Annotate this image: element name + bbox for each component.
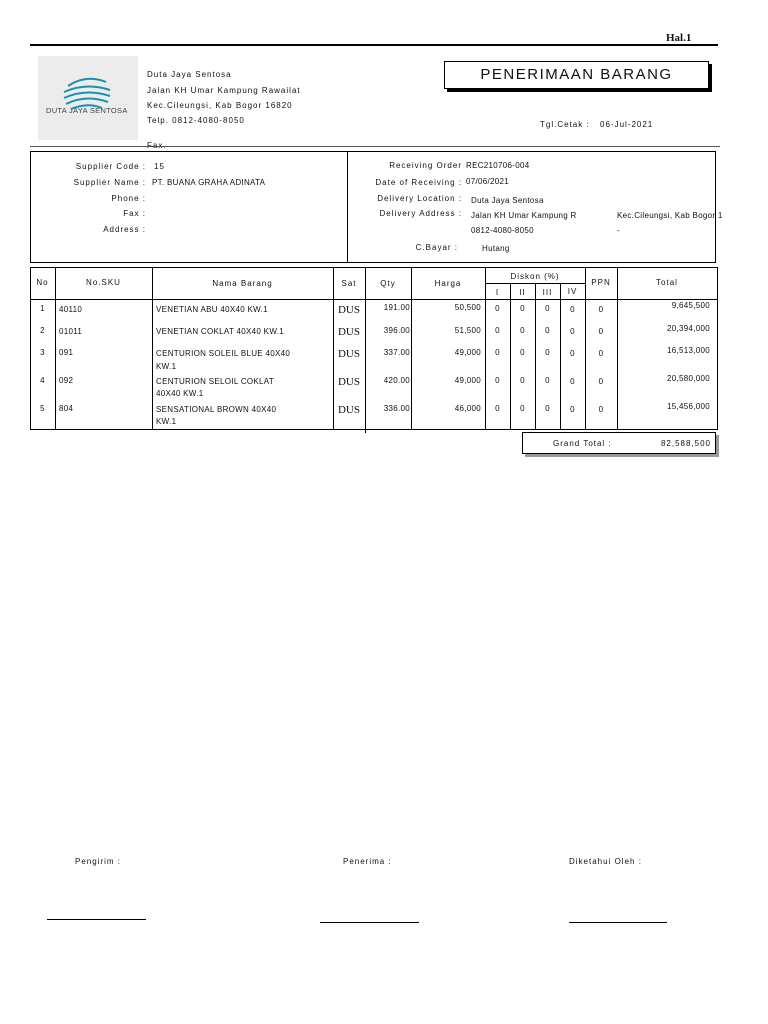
col-header-d2: II [519, 288, 526, 297]
row-name-line1: CENTURION SELOIL COKLAT [156, 377, 275, 386]
row-sku: 40110 [59, 305, 83, 314]
supplier-fax-label: Fax : [123, 209, 146, 218]
grand-total-box [522, 432, 716, 454]
row-disc-3: 0 [545, 376, 550, 385]
delivery-location: Duta Jaya Sentosa [471, 196, 544, 205]
row-name-line1: SENSATIONAL BROWN 40X40 [156, 405, 277, 414]
col-header-d4: IV [567, 287, 578, 296]
delivery-address-dash: - [617, 226, 620, 235]
row-sku: 092 [59, 376, 74, 385]
row-qty: 420.00 [383, 376, 410, 385]
signature-line-receiver [320, 922, 419, 923]
header-divider [30, 146, 720, 147]
company-name: Duta Jaya Sentosa [147, 70, 232, 79]
row-total: 16,513,000 [666, 346, 710, 355]
row-price: 46,000 [454, 404, 481, 413]
row-disc-3: 0 [545, 348, 550, 357]
page-number: Hal.1 [666, 32, 692, 44]
supplier-code-label: Supplier Code : [75, 162, 146, 171]
row-disc-2: 0 [520, 326, 525, 335]
row-qty: 337.00 [383, 348, 410, 357]
document-title: PENERIMAAN BARANG [444, 61, 709, 89]
delivery-location-label: Delivery Location : [377, 194, 462, 203]
row-name-line2: 40X40 KW.1 [156, 389, 204, 398]
row-disc-3: 0 [545, 404, 550, 413]
delivery-address-1: Jalan KH Umar Kampung R [471, 211, 577, 220]
row-name-line2: KW.1 [156, 362, 177, 371]
table-row [30, 343, 718, 371]
signature-receiver-label: Penerima : [343, 857, 392, 866]
print-date: 06-Jul-2021 [600, 120, 654, 129]
row-disc-3: 0 [545, 304, 550, 313]
col-header-harga: Harga [434, 279, 462, 288]
row-disc-2: 0 [520, 376, 525, 385]
delivery-address-label: Delivery Address : [379, 209, 462, 218]
row-no: 2 [40, 326, 45, 335]
row-total: 20,394,000 [666, 324, 710, 333]
row-no: 4 [40, 376, 45, 385]
table-row [30, 371, 718, 399]
print-date-label: Tgl.Cetak : [540, 120, 590, 129]
row-sku: 804 [59, 404, 74, 413]
row-ppn: 0 [598, 405, 604, 414]
logo-text: DUTA JAYA SENTOSA [46, 106, 128, 115]
row-unit: DUS [337, 326, 360, 338]
row-disc-4: 0 [570, 327, 575, 336]
receiving-order-label: Receiving Order [389, 161, 462, 170]
row-total: 9,645,500 [671, 301, 710, 310]
row-no: 1 [40, 304, 45, 313]
row-no: 5 [40, 404, 45, 413]
row-disc-1: 0 [495, 348, 500, 357]
row-unit: DUS [337, 376, 360, 388]
row-price: 50,500 [454, 303, 481, 312]
col-header-total: Total [656, 278, 678, 287]
globe-icon [38, 56, 138, 140]
row-disc-4: 0 [570, 405, 575, 414]
row-name-line1: VENETIAN COKLAT 40X40 KW.1 [156, 327, 284, 336]
row-disc-1: 0 [495, 404, 500, 413]
row-unit: DUS [337, 304, 360, 316]
col-header-sat: Sat [341, 279, 357, 288]
row-no: 3 [40, 348, 45, 357]
col-header-d3: III [542, 288, 553, 297]
payment-method: Hutang [482, 244, 510, 253]
row-disc-1: 0 [495, 376, 500, 385]
row-name-line2: KW.1 [156, 417, 177, 426]
col-header-no: No [36, 278, 49, 287]
receiving-order: REC210706-004 [466, 161, 530, 170]
supplier-name-label: Supplier Name : [73, 178, 146, 187]
row-disc-1: 0 [495, 326, 500, 335]
row-qty: 396.00 [383, 326, 410, 335]
company-logo [38, 56, 138, 140]
col-header-qty: Qty [380, 279, 396, 288]
col-header-ppn: PPN [591, 278, 611, 287]
row-ppn: 0 [598, 305, 604, 314]
row-disc-3: 0 [545, 326, 550, 335]
company-address-1: Jalan KH Umar Kampung Rawailat [147, 86, 301, 95]
delivery-address-2: Kec.Cileungsi, Kab Bogor 1 [617, 211, 723, 220]
row-qty: 336.00 [383, 404, 410, 413]
row-unit: DUS [337, 348, 360, 360]
supplier-phone-label: Phone : [111, 194, 146, 203]
col-header-name: Nama Barang [212, 279, 273, 288]
row-price: 49,000 [454, 376, 481, 385]
supplier-code: 15 [154, 162, 165, 171]
row-disc-4: 0 [570, 377, 575, 386]
row-total: 15,456,000 [666, 402, 710, 411]
row-sku: 01011 [59, 327, 83, 336]
row-price: 49,000 [454, 348, 481, 357]
row-disc-4: 0 [570, 305, 575, 314]
supplier-name: PT. BUANA GRAHA ADINATA [152, 178, 266, 187]
grand-total-label: Grand Total : [553, 439, 612, 448]
receiving-date: 07/06/2021 [466, 177, 510, 186]
delivery-address-phone: 0812-4080-8050 [471, 226, 534, 235]
table-row [30, 399, 718, 427]
row-total: 20,580,000 [666, 374, 710, 383]
supplier-address-label: Address : [103, 225, 146, 234]
company-address-2: Kec.Cileungsi, Kab Bogor 16820 [147, 101, 293, 110]
items-table [30, 267, 718, 430]
payment-label: C.Bayar : [415, 243, 458, 252]
company-phone: Telp. 0812-4080-8050 [147, 116, 245, 125]
info-box-divider [347, 151, 348, 263]
row-name-line1: VENETIAN ABU 40X40 KW.1 [156, 305, 268, 314]
row-price: 51,500 [454, 326, 481, 335]
row-disc-2: 0 [520, 304, 525, 313]
top-rule [30, 44, 718, 46]
row-sku: 091 [59, 348, 74, 357]
grand-total-value: 82,588,500 [660, 439, 711, 448]
row-ppn: 0 [598, 377, 604, 386]
col-header-sku: No.SKU [86, 278, 121, 287]
row-disc-2: 0 [520, 404, 525, 413]
receiving-date-label: Date of Receiving : [375, 178, 462, 187]
row-ppn: 0 [598, 349, 604, 358]
col-header-diskon: Diskon (%) [510, 272, 560, 281]
signature-acknowledged-label: Diketahui Oleh : [569, 857, 642, 866]
row-unit: DUS [337, 404, 360, 416]
signature-sender-label: Pengirim : [75, 857, 122, 866]
row-disc-4: 0 [570, 349, 575, 358]
row-qty: 191.00 [383, 303, 410, 312]
signature-line-sender [47, 919, 146, 920]
col-header-d1: I [495, 288, 500, 297]
signature-line-acknowledged [569, 922, 667, 923]
row-ppn: 0 [598, 327, 604, 336]
row-disc-1: 0 [495, 304, 500, 313]
row-name-line1: CENTURION SOLEIL BLUE 40X40 [156, 349, 291, 358]
row-disc-2: 0 [520, 348, 525, 357]
